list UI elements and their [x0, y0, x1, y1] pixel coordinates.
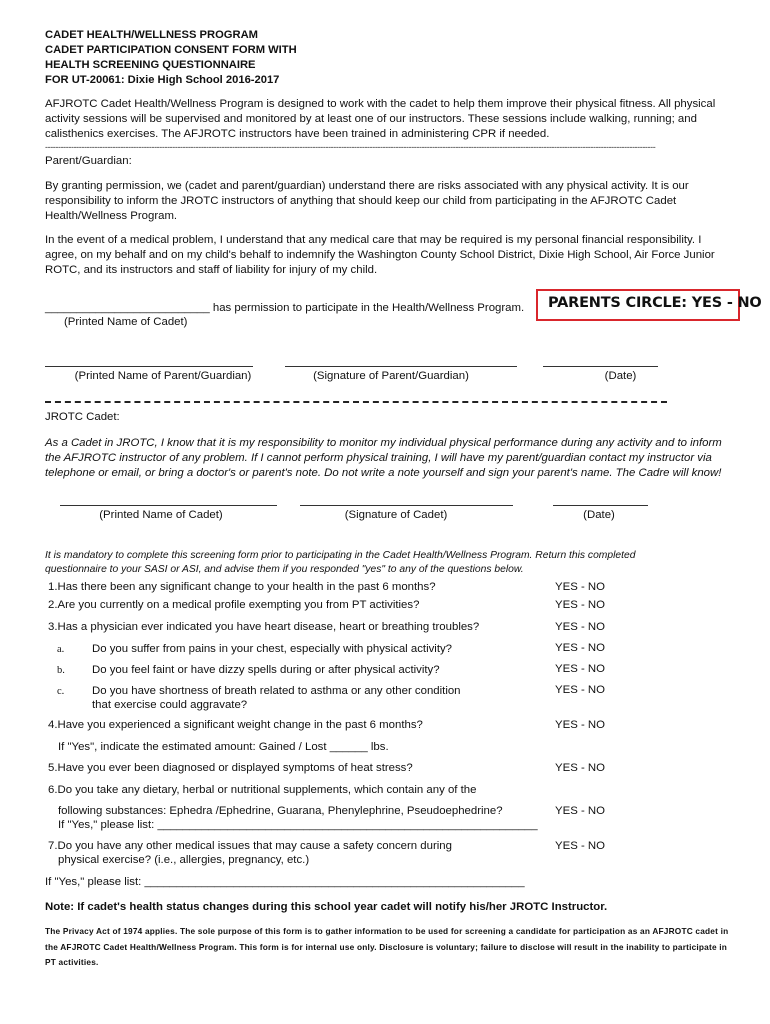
cadet-printed-name-line[interactable] — [60, 505, 277, 506]
answer-3a[interactable]: YES - NO — [555, 642, 606, 654]
answer-4[interactable]: YES - NO — [555, 719, 606, 731]
question-3: 3.Has a physician ever indicated you have heart disease, heart or breathing troubles? — [48, 621, 480, 633]
cadet-heading: JROTC Cadet: — [45, 411, 120, 423]
question-1: 1.Has there been any significant change to your health in the past 6 months? — [48, 581, 436, 593]
question-7-line-2: physical exercise? (i.e., allergies, pregnancy, etc.) — [58, 854, 310, 866]
answer-1[interactable]: YES - NO — [555, 581, 606, 593]
question-3b: Do you feel faint or have dizzy spells during or after physical activity? — [92, 664, 440, 676]
health-status-note: Note: If cadet's health status changes during this school year cadet will notify his/her JROTC Instructor. — [45, 901, 608, 913]
answer-3c[interactable]: YES - NO — [555, 684, 606, 696]
parent-paragraph-1: By granting permission, we (cadet and parent/guardian) understand there are risks associated with any physical activity. It is our responsibility to inform the JROTC instructors of anything that should keep our child from participating in the AFJROTC Cadet Health/Wellness Program. — [45, 180, 689, 223]
parent-printed-name-line[interactable] — [45, 366, 253, 367]
section-divider — [45, 401, 667, 405]
question-3b-letter: b. — [57, 665, 65, 676]
question-6-line-2: following substances: Ephedra /Ephedrine, Guarana, Phenylephrine, Pseudoephedrine? — [58, 805, 503, 817]
cadet-statement: As a Cadet in JROTC, I know that it is my responsibility to monitor my individual physical performance during any activity and to inform the AFJROTC instructor of any problem. If I cannot perform physical training, I will have my parent/guardian contact my instructor via telephone or email, or bring a doctor's or parent's note. Do not write a note yourself and sign your parent's name. The Cadre will know! — [45, 437, 722, 480]
caption-signature-cadet: (Signature of Cadet) — [344, 509, 448, 521]
question-3c-line-2: that exercise could aggravate? — [92, 699, 248, 711]
answer-5[interactable]: YES - NO — [555, 762, 606, 774]
question-3a: Do you suffer from pains in your chest, especially with physical activity? — [92, 643, 453, 655]
parent-heading: Parent/Guardian: — [45, 155, 132, 167]
answer-6[interactable]: YES - NO — [555, 805, 606, 817]
cadet-date-line[interactable] — [553, 505, 648, 506]
printed-cadet-caption: (Printed Name of Cadet) — [64, 316, 188, 328]
cadet-signature-line[interactable] — [300, 505, 513, 506]
caption-printed-parent: (Printed Name of Parent/Guardian) — [74, 370, 252, 382]
permission-line[interactable]: __________________________ has permission to participate in the Health/Wellness Program. — [45, 302, 525, 314]
title-line-1: CADET HEALTH/WELLNESS PROGRAM — [45, 29, 258, 41]
screening-instructions: It is mandatory to complete this screening form prior to participating in the Cadet Health/Wellness Program. Return this completed questionnaire to your SASI or ASI, and advise them if you responded "yes" to any of the questions below. — [45, 550, 636, 575]
question-5: 5.Have you ever been diagnosed or displayed symptoms of heat stress? — [48, 762, 413, 774]
caption-printed-cadet: (Printed Name of Cadet) — [99, 509, 223, 521]
question-4-followup[interactable]: If "Yes", indicate the estimated amount: Gained / Lost ______ lbs. — [58, 741, 389, 753]
question-7-list[interactable]: If "Yes," please list: ____________________________________________________________ — [45, 876, 525, 888]
answer-3[interactable]: YES - NO — [555, 621, 606, 633]
title-line-3: HEALTH SCREENING QUESTIONNAIRE — [45, 59, 256, 71]
parent-paragraph-2: In the event of a medical problem, I understand that any medical care that may be required is my personal financial responsibility. I agree, on my behalf and on my child's behalf to indemnify the Washington County School District, Dixie High School, Air Force Junior ROTC, and its instructors and staff of liability for injury of my child. — [45, 234, 715, 277]
question-6: 6.Do you take any dietary, herbal or nutritional supplements, which contain any of the — [48, 784, 477, 796]
caption-date-parent: (Date) — [604, 370, 637, 382]
parent-date-line[interactable] — [543, 366, 658, 367]
divider-dashes: ------------------------------------------------------------------------------------------------------------------------------------------------------------------------------------------------------------------------------------------- — [45, 142, 656, 152]
question-4: 4.Have you experienced a significant weight change in the past 6 months? — [48, 719, 423, 731]
answer-7[interactable]: YES - NO — [555, 840, 606, 852]
privacy-act-notice: The Privacy Act of 1974 applies. The sole purpose of this form is to gather information to be used for screening a candidate for participation as an AFJROTC cadet in the AFJROTC Cadet Health/Wellness Program. This form is for internal use only. Disclosure is voluntary; failure to disclose will result in the inability to participate in PT activities. — [45, 926, 729, 967]
caption-date-cadet: (Date) — [583, 509, 615, 521]
intro-paragraph: AFJROTC Cadet Health/Wellness Program is designed to work with the cadet to help them improve their physical fitness. All physical activity sessions will be supervised and monitored by at least one of our instructors. These sessions include walking, running; and calisthenics exercises. The AFJROTC instructors have been trained in administering CPR if needed. — [45, 98, 716, 141]
answer-2[interactable]: YES - NO — [555, 599, 606, 611]
question-2: 2.Are you currently on a medical profile exempting you from PT activities? — [48, 599, 420, 611]
form-title — [45, 28, 297, 88]
question-7-line-1: 7.Do you have any other medical issues that may cause a safety concern during — [48, 840, 452, 852]
parents-circle-text[interactable]: PARENTS CIRCLE: YES - NO — [548, 295, 762, 311]
parent-signature-line[interactable] — [285, 366, 517, 367]
question-3c-line-1: Do you have shortness of breath related to asthma or any other condition — [92, 685, 461, 697]
title-line-2: CADET PARTICIPATION CONSENT FORM WITH — [45, 44, 297, 56]
question-6-list[interactable]: If "Yes," please list: ____________________________________________________________ — [58, 819, 538, 831]
caption-signature-parent: (Signature of Parent/Guardian) — [313, 370, 469, 382]
answer-3b[interactable]: YES - NO — [555, 663, 606, 675]
title-line-4: FOR UT-20061: Dixie High School 2016-2017 — [45, 74, 280, 86]
question-3a-letter: a. — [57, 644, 65, 655]
question-3c-letter: c. — [57, 686, 65, 697]
